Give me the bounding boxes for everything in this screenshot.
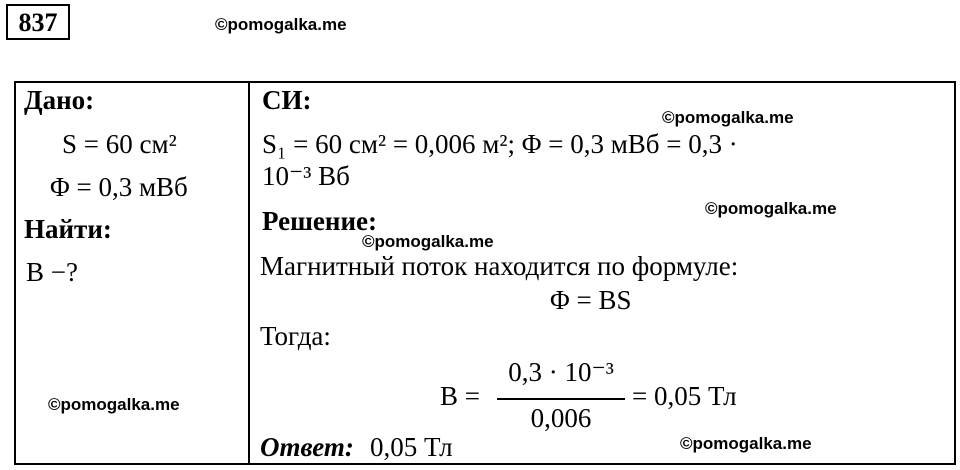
- solution-text-1: Магнитный поток находится по формуле:: [260, 251, 739, 281]
- answer-value: 0,05 Тл: [370, 432, 453, 462]
- si-conversion-line1: S₁ = 60 см² = 0,006 м²; Φ = 0,3 мВб = 0,3 ·: [262, 129, 738, 159]
- table-divider: [248, 81, 250, 465]
- watermark: ©pomogalka.me: [48, 395, 180, 414]
- formula-b-lhs: B =: [440, 381, 480, 411]
- formula-b-rhs: = 0,05 Тл: [632, 381, 737, 411]
- solution-text-2: Тогда:: [260, 321, 331, 351]
- watermark: ©pomogalka.me: [680, 434, 812, 453]
- si-title: СИ:: [262, 85, 312, 115]
- watermark-top: ©pomogalka.me: [215, 15, 347, 34]
- watermark: ©pomogalka.me: [705, 199, 837, 218]
- formula-flux: Φ = BS: [550, 285, 632, 315]
- given-title: Дано:: [24, 85, 95, 115]
- formula-b-numerator: 0,3 · 10⁻³: [508, 357, 614, 387]
- given-flux: Φ = 0,3 мВб: [50, 172, 188, 202]
- answer-label: Ответ:: [260, 432, 354, 462]
- formula-b-denominator: 0,006: [530, 403, 592, 433]
- problem-number: 837: [6, 4, 70, 40]
- watermark: ©pomogalka.me: [662, 108, 794, 127]
- si-conversion-line2: 10⁻³ Вб: [262, 161, 350, 191]
- fraction-line: [497, 398, 625, 400]
- find-b: B −?: [26, 257, 78, 287]
- given-area: S = 60 см²: [62, 129, 177, 159]
- solution-title: Решение:: [262, 206, 377, 236]
- watermark: ©pomogalka.me: [362, 232, 494, 251]
- find-title: Найти:: [24, 214, 112, 244]
